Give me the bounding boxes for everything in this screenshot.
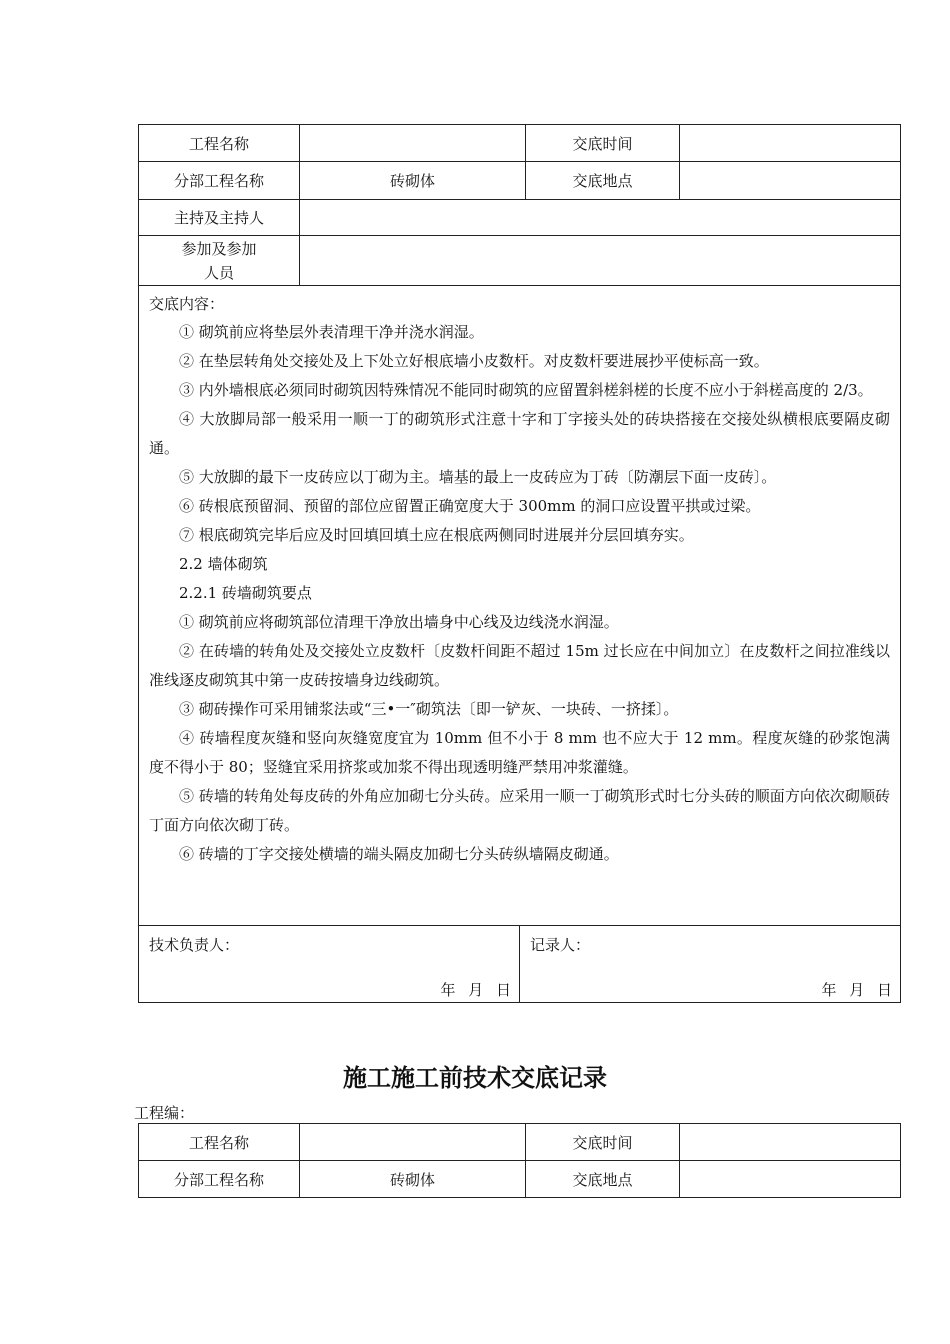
project-name-label: 工程名称 bbox=[139, 125, 300, 162]
content-paragraph: ⑤ 大放脚的最下一皮砖应以丁砌为主。墙基的最上一皮砖应为丁砖〔防潮层下面一皮砖〕。 bbox=[179, 468, 777, 486]
content-paragraph: ⑦ 根底砌筑完毕后应及时回填回填土应在根底两侧同时进展并分层回填夯实。 bbox=[179, 526, 694, 544]
recorder-label: 记录人： bbox=[530, 936, 591, 954]
handover-place-value[interactable] bbox=[680, 162, 901, 200]
content-paragraph: ⑤ 砖墙的转角处每皮砖的外角应加砌七分头砖。应采用一顺一丁砌筑形式时七分头砖的顺面方向依次砌顺砖丁面方向依次砌丁砖。 bbox=[149, 787, 890, 834]
recorder-date: 年 月 日 bbox=[821, 981, 892, 999]
handover-time-label: 交底时间 bbox=[526, 125, 680, 162]
signature-row bbox=[139, 926, 901, 1003]
handover-time-value[interactable] bbox=[680, 1124, 901, 1161]
project-name-label: 工程名称 bbox=[139, 1124, 300, 1161]
tech-lead-date: 年 月 日 bbox=[440, 981, 511, 999]
participants-label-line1: 参加及参加 bbox=[181, 239, 257, 258]
content-paragraph: ③ 内外墙根底必须同时砌筑因特殊情况不能同时砌筑的应留置斜槎斜槎的长度不应小于斜槎高度的 2/3。 bbox=[179, 381, 873, 399]
content-paragraph: ④ 大放脚局部一般采用一顺一丁的砌筑形式注意十字和丁字接头处的砖块搭接在交接处纵横根底要隔皮砌通。 bbox=[149, 410, 890, 457]
content-paragraph: ② 在砖墙的转角处及交接处立皮数杆〔皮数杆间距不超过 15m 过长应在中间加立〕在皮数杆之间拉准线以准线逐皮砌筑其中第一皮砖按墙身边线砌筑。 bbox=[149, 642, 890, 689]
handover-time-value[interactable] bbox=[680, 125, 901, 162]
subproject-label: 分部工程名称 bbox=[139, 1161, 300, 1198]
project-name-value[interactable] bbox=[300, 1124, 526, 1161]
handover-record-table bbox=[138, 124, 901, 1003]
content-paragraph: ① 砌筑前应将垫层外表清理干净并浇水润湿。 bbox=[179, 323, 484, 341]
subproject-label: 分部工程名称 bbox=[139, 162, 300, 200]
participants-label-line2: 人员 bbox=[203, 263, 234, 282]
participants-value[interactable] bbox=[300, 236, 901, 286]
subproject-value: 砖砌体 bbox=[300, 1161, 526, 1198]
handover-content bbox=[139, 286, 901, 926]
content-paragraph: ③ 砌砖操作可采用铺浆法或“三•一″砌筑法〔即一铲灰、一块砖、一挤揉〕。 bbox=[179, 700, 679, 718]
content-paragraph: ⑥ 砖墙的丁字交接处横墙的端头隔皮加砌七分头砖纵墙隔皮砌通。 bbox=[179, 845, 619, 863]
content-paragraph: ① 砌筑前应将砌筑部位清理干净放出墙身中心线及边线浇水润湿。 bbox=[179, 613, 619, 631]
project-number-label: 工程编： bbox=[134, 1104, 195, 1122]
host-value[interactable] bbox=[300, 200, 901, 236]
subsection-heading: 2.2.1 砖墙砌筑要点 bbox=[179, 584, 312, 602]
content-paragraph: ⑥ 砖根底预留洞、预留的部位应留置正确宽度大于 300mm 的洞口应设置平拱或过梁。 bbox=[179, 497, 761, 515]
page-title: 施工施工前技术交底记录 bbox=[343, 1064, 607, 1092]
handover-record-table-2 bbox=[138, 1123, 901, 1198]
content-label: 交底内容： bbox=[149, 295, 225, 313]
handover-place-value[interactable] bbox=[680, 1161, 901, 1198]
recorder-signature[interactable] bbox=[520, 926, 900, 1002]
host-label: 主持及主持人 bbox=[139, 200, 300, 236]
tech-lead-label: 技术负责人： bbox=[149, 936, 240, 954]
content-paragraph: ② 在垫层转角处交接处及上下处立好根底墙小皮数杆。对皮数杆要进展抄平使标高一致。 bbox=[179, 352, 769, 370]
content-paragraph: ④ 砖墙程度灰缝和竖向灰缝宽度宜为 10mm 但不小于 8 mm 也不应大于 12 mm。程度灰缝的砂浆饱满度不得小于 80；竖缝宜采用挤浆或加浆不得出现透明缝严禁用冲浆灌缝。 bbox=[149, 729, 890, 776]
participants-label bbox=[139, 236, 300, 286]
section-heading: 2.2 墙体砌筑 bbox=[179, 555, 268, 573]
project-name-value[interactable] bbox=[300, 125, 526, 162]
subproject-value: 砖砌体 bbox=[300, 162, 526, 200]
handover-place-label: 交底地点 bbox=[526, 162, 680, 200]
tech-lead-signature[interactable] bbox=[139, 926, 520, 1002]
handover-time-label: 交底时间 bbox=[526, 1124, 680, 1161]
handover-place-label: 交底地点 bbox=[526, 1161, 680, 1198]
